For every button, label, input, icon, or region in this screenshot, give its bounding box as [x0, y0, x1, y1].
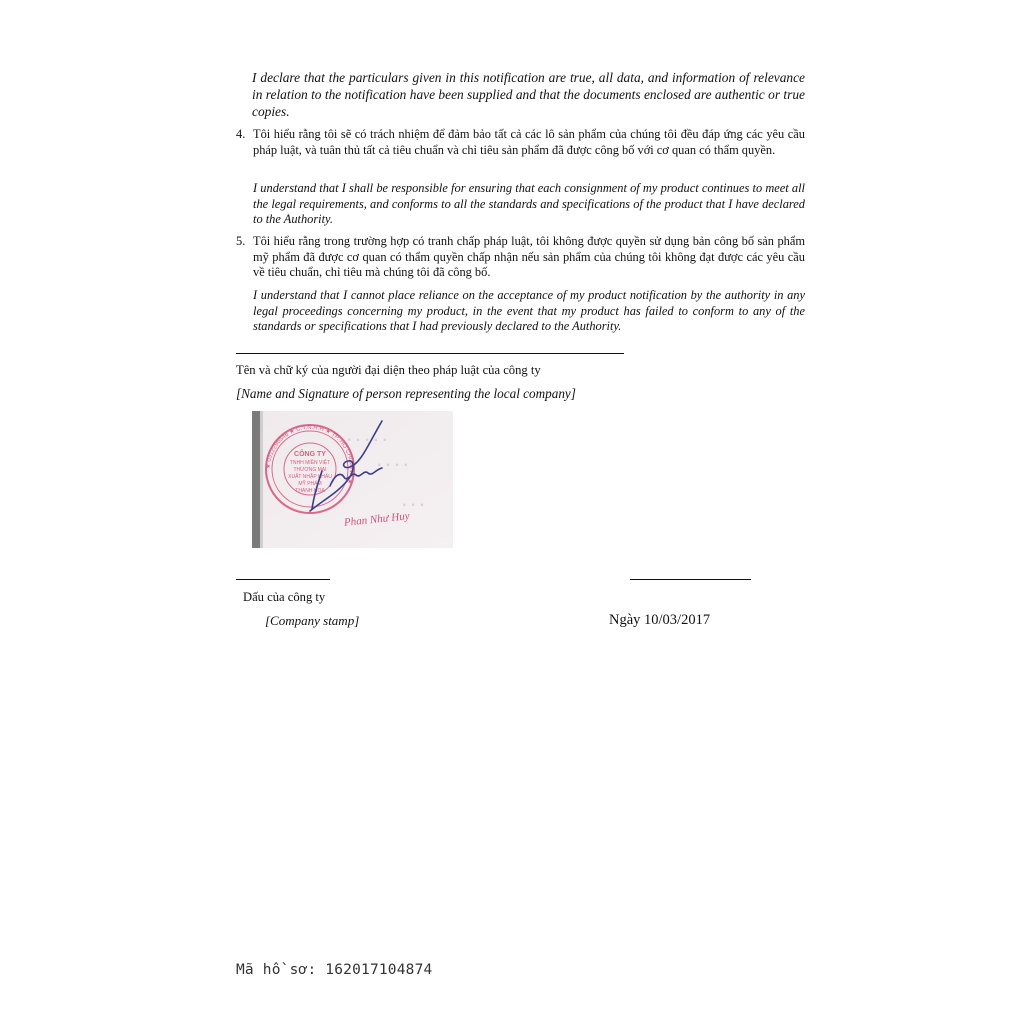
svg-text:. . . .: . . . .	[377, 453, 409, 470]
item-5-vietnamese: Tôi hiểu rằng trong trường hợp có tranh chấp pháp luật, tôi không được quyền sử dụng bản công bố sản phẩm mỹ phẩm đã được cơ quan có thẩm quyền chấp nhận nếu sản phẩm của chúng tôi không đạt được các yêu cầu về tiêu chuẩn, chỉ tiêu mà chúng tôi đã công bố.	[253, 234, 805, 279]
stamp-label-english: [Company stamp]	[265, 613, 360, 628]
svg-text:MỸ PHẨM: MỸ PHẨM	[298, 481, 322, 487]
item-number-5: 5.	[236, 234, 246, 248]
svg-text:. . .: . . .	[402, 493, 425, 510]
stamp-label-vietnamese: Dấu của công ty	[243, 590, 326, 604]
signer-name: Phan Như Huy	[343, 510, 411, 529]
stamp-line	[236, 579, 330, 580]
svg-text:THANH HOA: THANH HOA	[295, 488, 325, 494]
signature-label-english: [Name and Signature of person representing the local company]	[236, 386, 576, 401]
declaration-english: I declare that the particulars given in this notification are true, all data, and information of relevance in relation to the notification have been supplied and that the documents enclosed are authentic or true copies.	[252, 70, 805, 119]
item-4-vietnamese: Tôi hiểu rằng tôi sẽ có trách nhiệm để đảm bảo tất cả các lô sản phẩm của chúng tôi đều đáp ứng các yêu cầu pháp luật, và tuân thủ tất cả tiêu chuẩn và chỉ tiêu sản phẩm đã được công bố với cơ quan có thẩm quyền.	[253, 127, 805, 157]
svg-text:THƯƠNG MẠI: THƯƠNG MẠI	[293, 467, 327, 473]
signature-stamp-image	[252, 411, 453, 548]
dossier-code: Mã hồ sơ: 162017104874	[236, 962, 433, 978]
svg-text:TNHH MIỀN VIỆT: TNHH MIỀN VIỆT	[289, 460, 331, 466]
svg-text:CÔNG TY: CÔNG TY	[294, 451, 326, 458]
signature-label-vietnamese: Tên và chữ ký của người đại diện theo pháp luật của công ty	[236, 363, 541, 377]
date-line	[630, 579, 751, 580]
item-5-english: I understand that I cannot place reliance on the acceptance of my product notification by the authority in any legal proceedings concerning my product, in the event that my product has failed to conform to any of the standards or specifications that I had previously declared to the Authority.	[253, 288, 805, 333]
svg-text:XUẤT NHẬP KHẨU: XUẤT NHẬP KHẨU	[288, 474, 332, 480]
svg-text:★ 0312296546 ★ C.T.N.H.H ★ TP.: ★ 0312296546 ★ C.T.N.H.H ★ TP. HỒ CHÍ MINH ★	[265, 424, 355, 485]
date-label: Ngày 10/03/2017	[609, 612, 711, 628]
svg-text:. . . . .: . . . . .	[347, 428, 388, 445]
item-4-english: I understand that I shall be responsible for ensuring that each consignment of my product continues to meet all the legal requirements, and conforms to all the standards and specifications of the product that I have declared to the Authority.	[253, 181, 805, 226]
item-number-4: 4.	[236, 127, 246, 141]
signature-line	[236, 353, 624, 354]
